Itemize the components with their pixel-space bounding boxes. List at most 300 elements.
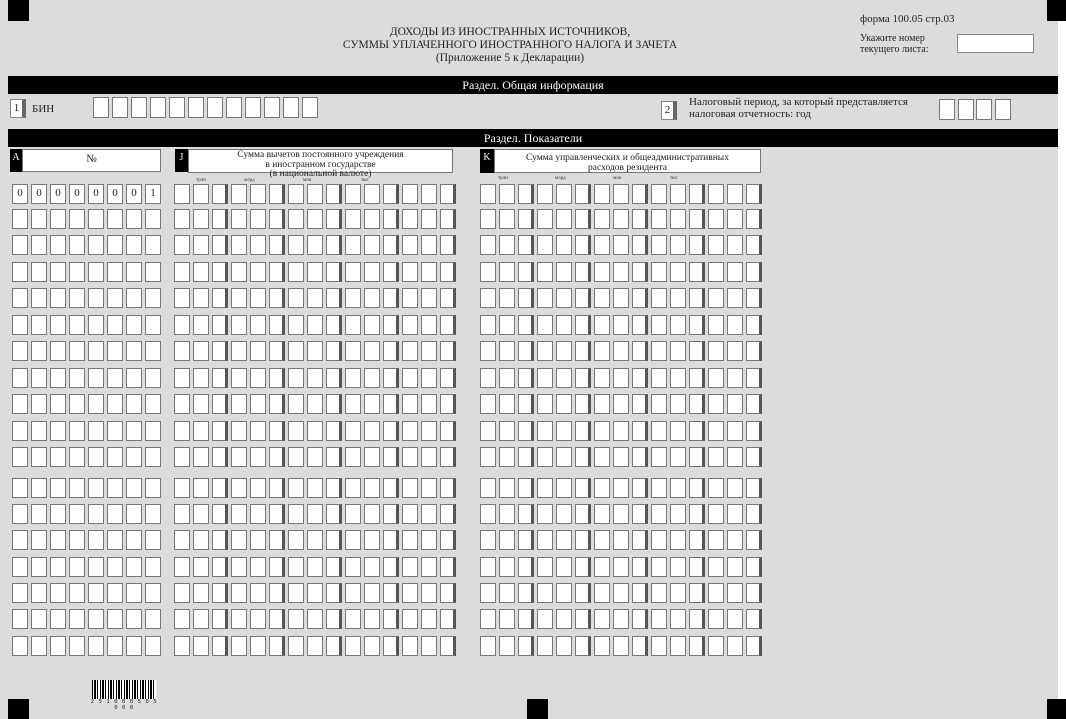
col-k-amount-cell[interactable] xyxy=(480,341,496,361)
col-k-amount-cell[interactable] xyxy=(594,235,610,255)
row-number-digit-cell[interactable] xyxy=(50,315,66,335)
col-k-amount-cell[interactable] xyxy=(518,609,534,629)
col-k-amount-cell[interactable] xyxy=(727,557,743,577)
row-number-digit-cell[interactable] xyxy=(50,504,66,524)
col-k-amount-cell[interactable] xyxy=(632,394,648,414)
row-number-digit-cell[interactable] xyxy=(12,368,28,388)
row-number-digit-cell[interactable] xyxy=(88,262,104,282)
col-k-amount-cell[interactable] xyxy=(727,184,743,204)
col-j-amount-cell[interactable] xyxy=(174,315,190,335)
col-k-amount-cell[interactable] xyxy=(499,288,515,308)
col-j-amount-cell[interactable] xyxy=(212,636,228,656)
col-k-amount-cell[interactable] xyxy=(499,447,515,467)
col-j-amount-cell[interactable] xyxy=(440,557,456,577)
col-j-amount-cell[interactable] xyxy=(269,557,285,577)
col-j-amount-cell[interactable] xyxy=(421,209,437,229)
row-number-digit-cell[interactable] xyxy=(145,478,161,498)
col-k-amount-cell[interactable] xyxy=(651,209,667,229)
col-k-amount-cell[interactable] xyxy=(708,184,724,204)
col-j-amount-cell[interactable] xyxy=(193,394,209,414)
col-j-amount-cell[interactable] xyxy=(364,394,380,414)
col-k-amount-cell[interactable] xyxy=(518,368,534,388)
col-j-amount-cell[interactable] xyxy=(193,288,209,308)
col-j-amount-cell[interactable] xyxy=(231,184,247,204)
col-k-amount-cell[interactable] xyxy=(537,530,553,550)
col-j-amount-cell[interactable] xyxy=(307,557,323,577)
col-k-amount-cell[interactable] xyxy=(518,262,534,282)
bin-digit-cell[interactable] xyxy=(93,97,109,118)
bin-digit-cell[interactable] xyxy=(131,97,147,118)
col-k-amount-cell[interactable] xyxy=(670,209,686,229)
col-j-amount-cell[interactable] xyxy=(193,636,209,656)
col-j-amount-cell[interactable] xyxy=(212,368,228,388)
col-j-amount-cell[interactable] xyxy=(174,557,190,577)
row-number-digit-cell[interactable] xyxy=(88,421,104,441)
row-number-digit-cell[interactable] xyxy=(12,636,28,656)
row-number-digit-cell[interactable] xyxy=(31,636,47,656)
col-k-amount-cell[interactable] xyxy=(746,583,762,603)
col-j-amount-cell[interactable] xyxy=(402,394,418,414)
col-k-amount-cell[interactable] xyxy=(651,583,667,603)
col-j-amount-cell[interactable] xyxy=(364,504,380,524)
col-j-amount-cell[interactable] xyxy=(231,530,247,550)
col-j-amount-cell[interactable] xyxy=(421,504,437,524)
col-j-amount-cell[interactable] xyxy=(212,209,228,229)
col-j-amount-cell[interactable] xyxy=(174,235,190,255)
col-k-amount-cell[interactable] xyxy=(689,288,705,308)
row-number-digit-cell[interactable] xyxy=(88,447,104,467)
col-k-amount-cell[interactable] xyxy=(537,504,553,524)
col-j-amount-cell[interactable] xyxy=(421,421,437,441)
row-number-digit-cell[interactable] xyxy=(50,636,66,656)
col-j-amount-cell[interactable] xyxy=(288,262,304,282)
col-j-amount-cell[interactable] xyxy=(307,315,323,335)
col-j-amount-cell[interactable] xyxy=(288,184,304,204)
col-j-amount-cell[interactable] xyxy=(212,184,228,204)
col-j-amount-cell[interactable] xyxy=(288,235,304,255)
col-j-amount-cell[interactable] xyxy=(421,636,437,656)
row-number-digit-cell[interactable] xyxy=(88,636,104,656)
col-j-amount-cell[interactable] xyxy=(364,447,380,467)
col-j-amount-cell[interactable] xyxy=(402,583,418,603)
col-j-amount-cell[interactable] xyxy=(288,609,304,629)
row-number-digit-cell[interactable]: 0 xyxy=(69,184,85,204)
col-k-amount-cell[interactable] xyxy=(594,288,610,308)
row-number-digit-cell[interactable] xyxy=(50,288,66,308)
col-j-amount-cell[interactable] xyxy=(421,557,437,577)
col-k-amount-cell[interactable] xyxy=(575,447,591,467)
col-j-amount-cell[interactable] xyxy=(212,315,228,335)
col-k-amount-cell[interactable] xyxy=(518,394,534,414)
col-j-amount-cell[interactable] xyxy=(174,341,190,361)
col-j-amount-cell[interactable] xyxy=(421,262,437,282)
row-number-digit-cell[interactable] xyxy=(50,447,66,467)
col-k-amount-cell[interactable] xyxy=(518,421,534,441)
col-k-amount-cell[interactable] xyxy=(499,583,515,603)
col-k-amount-cell[interactable] xyxy=(499,478,515,498)
bin-digit-cell[interactable] xyxy=(245,97,261,118)
col-k-amount-cell[interactable] xyxy=(518,315,534,335)
col-j-amount-cell[interactable] xyxy=(440,288,456,308)
col-k-amount-cell[interactable] xyxy=(499,609,515,629)
col-j-amount-cell[interactable] xyxy=(402,341,418,361)
col-j-amount-cell[interactable] xyxy=(345,315,361,335)
col-j-amount-cell[interactable] xyxy=(345,288,361,308)
col-j-amount-cell[interactable] xyxy=(212,341,228,361)
col-k-amount-cell[interactable] xyxy=(632,315,648,335)
col-k-amount-cell[interactable] xyxy=(651,636,667,656)
row-number-digit-cell[interactable] xyxy=(12,262,28,282)
col-j-amount-cell[interactable] xyxy=(288,341,304,361)
col-j-amount-cell[interactable] xyxy=(250,209,266,229)
col-k-amount-cell[interactable] xyxy=(594,530,610,550)
row-number-digit-cell[interactable] xyxy=(88,209,104,229)
col-k-amount-cell[interactable] xyxy=(708,504,724,524)
col-j-amount-cell[interactable] xyxy=(307,421,323,441)
col-j-amount-cell[interactable] xyxy=(326,209,342,229)
row-number-digit-cell[interactable] xyxy=(69,609,85,629)
col-k-amount-cell[interactable] xyxy=(670,315,686,335)
col-j-amount-cell[interactable] xyxy=(174,262,190,282)
col-k-amount-cell[interactable] xyxy=(499,394,515,414)
row-number-digit-cell[interactable] xyxy=(31,235,47,255)
row-number-digit-cell[interactable] xyxy=(107,504,123,524)
col-j-amount-cell[interactable] xyxy=(345,504,361,524)
row-number-digit-cell[interactable] xyxy=(69,341,85,361)
col-j-amount-cell[interactable] xyxy=(193,478,209,498)
row-number-digit-cell[interactable] xyxy=(12,504,28,524)
row-number-digit-cell[interactable] xyxy=(145,288,161,308)
row-number-digit-cell[interactable] xyxy=(69,209,85,229)
col-j-amount-cell[interactable] xyxy=(326,288,342,308)
col-k-amount-cell[interactable] xyxy=(708,609,724,629)
col-k-amount-cell[interactable] xyxy=(575,557,591,577)
col-j-amount-cell[interactable] xyxy=(250,368,266,388)
col-k-amount-cell[interactable] xyxy=(746,504,762,524)
col-j-amount-cell[interactable] xyxy=(231,557,247,577)
col-j-amount-cell[interactable] xyxy=(269,504,285,524)
col-j-amount-cell[interactable] xyxy=(269,394,285,414)
col-j-amount-cell[interactable] xyxy=(402,478,418,498)
row-number-digit-cell[interactable]: 0 xyxy=(107,184,123,204)
col-j-amount-cell[interactable] xyxy=(231,394,247,414)
col-j-amount-cell[interactable] xyxy=(402,368,418,388)
col-j-amount-cell[interactable] xyxy=(288,315,304,335)
col-k-amount-cell[interactable] xyxy=(708,447,724,467)
col-k-amount-cell[interactable] xyxy=(537,235,553,255)
col-j-amount-cell[interactable] xyxy=(364,583,380,603)
col-j-amount-cell[interactable] xyxy=(345,184,361,204)
col-j-amount-cell[interactable] xyxy=(288,421,304,441)
col-j-amount-cell[interactable] xyxy=(440,504,456,524)
col-j-amount-cell[interactable] xyxy=(326,478,342,498)
bin-digit-cell[interactable] xyxy=(283,97,299,118)
col-k-amount-cell[interactable] xyxy=(594,262,610,282)
row-number-digit-cell[interactable] xyxy=(126,315,142,335)
col-j-amount-cell[interactable] xyxy=(250,341,266,361)
col-k-amount-cell[interactable] xyxy=(594,368,610,388)
sheet-number-input[interactable] xyxy=(957,34,1034,53)
col-j-amount-cell[interactable] xyxy=(402,421,418,441)
row-number-digit-cell[interactable] xyxy=(88,315,104,335)
col-j-amount-cell[interactable] xyxy=(326,636,342,656)
col-j-amount-cell[interactable] xyxy=(269,262,285,282)
col-k-amount-cell[interactable] xyxy=(746,368,762,388)
row-number-digit-cell[interactable] xyxy=(50,368,66,388)
col-k-amount-cell[interactable] xyxy=(480,262,496,282)
row-number-digit-cell[interactable] xyxy=(31,583,47,603)
col-j-amount-cell[interactable] xyxy=(212,288,228,308)
col-k-amount-cell[interactable] xyxy=(537,315,553,335)
col-j-amount-cell[interactable] xyxy=(345,394,361,414)
row-number-digit-cell[interactable] xyxy=(126,209,142,229)
row-number-digit-cell[interactable] xyxy=(107,609,123,629)
row-number-digit-cell[interactable] xyxy=(88,235,104,255)
row-number-digit-cell[interactable] xyxy=(88,368,104,388)
col-k-amount-cell[interactable] xyxy=(727,394,743,414)
row-number-digit-cell[interactable] xyxy=(145,636,161,656)
col-k-amount-cell[interactable] xyxy=(556,394,572,414)
col-j-amount-cell[interactable] xyxy=(440,262,456,282)
col-k-amount-cell[interactable] xyxy=(594,609,610,629)
col-j-amount-cell[interactable] xyxy=(231,209,247,229)
col-k-amount-cell[interactable] xyxy=(689,209,705,229)
col-j-amount-cell[interactable] xyxy=(193,315,209,335)
row-number-digit-cell[interactable] xyxy=(145,504,161,524)
col-j-amount-cell[interactable] xyxy=(440,447,456,467)
row-number-digit-cell[interactable] xyxy=(12,583,28,603)
col-k-amount-cell[interactable] xyxy=(518,235,534,255)
col-j-amount-cell[interactable] xyxy=(326,235,342,255)
col-k-amount-cell[interactable] xyxy=(499,530,515,550)
col-k-amount-cell[interactable] xyxy=(556,504,572,524)
row-number-digit-cell[interactable] xyxy=(107,262,123,282)
row-number-digit-cell[interactable] xyxy=(69,504,85,524)
row-number-digit-cell[interactable] xyxy=(88,288,104,308)
col-k-amount-cell[interactable] xyxy=(613,394,629,414)
col-k-amount-cell[interactable] xyxy=(727,368,743,388)
col-j-amount-cell[interactable] xyxy=(231,504,247,524)
col-k-amount-cell[interactable] xyxy=(651,262,667,282)
row-number-digit-cell[interactable] xyxy=(126,394,142,414)
col-k-amount-cell[interactable] xyxy=(518,557,534,577)
col-k-amount-cell[interactable] xyxy=(499,421,515,441)
col-k-amount-cell[interactable] xyxy=(689,583,705,603)
col-j-amount-cell[interactable] xyxy=(326,447,342,467)
row-number-digit-cell[interactable] xyxy=(88,478,104,498)
row-number-digit-cell[interactable]: 0 xyxy=(50,184,66,204)
col-k-amount-cell[interactable] xyxy=(613,184,629,204)
bin-digit-cell[interactable] xyxy=(264,97,280,118)
col-j-amount-cell[interactable] xyxy=(174,530,190,550)
col-j-amount-cell[interactable] xyxy=(402,636,418,656)
row-number-digit-cell[interactable] xyxy=(50,262,66,282)
col-k-amount-cell[interactable] xyxy=(727,636,743,656)
col-j-amount-cell[interactable] xyxy=(212,609,228,629)
row-number-digit-cell[interactable] xyxy=(107,394,123,414)
col-k-amount-cell[interactable] xyxy=(651,368,667,388)
col-k-amount-cell[interactable] xyxy=(746,447,762,467)
col-j-amount-cell[interactable] xyxy=(250,504,266,524)
col-j-amount-cell[interactable] xyxy=(383,262,399,282)
col-j-amount-cell[interactable] xyxy=(231,421,247,441)
col-k-amount-cell[interactable] xyxy=(594,315,610,335)
col-j-amount-cell[interactable] xyxy=(440,368,456,388)
row-number-digit-cell[interactable] xyxy=(31,209,47,229)
row-number-digit-cell[interactable] xyxy=(145,530,161,550)
col-k-amount-cell[interactable] xyxy=(613,421,629,441)
col-j-amount-cell[interactable] xyxy=(307,368,323,388)
col-j-amount-cell[interactable] xyxy=(421,394,437,414)
row-number-digit-cell[interactable] xyxy=(88,557,104,577)
tax-year-digit-cell[interactable] xyxy=(939,99,955,120)
col-j-amount-cell[interactable] xyxy=(440,421,456,441)
col-k-amount-cell[interactable] xyxy=(746,394,762,414)
col-k-amount-cell[interactable] xyxy=(632,235,648,255)
col-k-amount-cell[interactable] xyxy=(575,341,591,361)
col-j-amount-cell[interactable] xyxy=(269,209,285,229)
col-k-amount-cell[interactable] xyxy=(575,636,591,656)
col-j-amount-cell[interactable] xyxy=(193,341,209,361)
row-number-digit-cell[interactable] xyxy=(69,530,85,550)
col-j-amount-cell[interactable] xyxy=(345,557,361,577)
col-k-amount-cell[interactable] xyxy=(670,262,686,282)
col-j-amount-cell[interactable] xyxy=(307,504,323,524)
col-j-amount-cell[interactable] xyxy=(250,583,266,603)
col-k-amount-cell[interactable] xyxy=(689,368,705,388)
col-k-amount-cell[interactable] xyxy=(746,235,762,255)
bin-digit-cell[interactable] xyxy=(207,97,223,118)
col-j-amount-cell[interactable] xyxy=(231,478,247,498)
col-k-amount-cell[interactable] xyxy=(727,530,743,550)
col-k-amount-cell[interactable] xyxy=(499,557,515,577)
col-k-amount-cell[interactable] xyxy=(499,368,515,388)
col-k-amount-cell[interactable] xyxy=(670,583,686,603)
row-number-digit-cell[interactable] xyxy=(107,478,123,498)
col-k-amount-cell[interactable] xyxy=(670,609,686,629)
col-j-amount-cell[interactable] xyxy=(250,288,266,308)
col-k-amount-cell[interactable] xyxy=(670,184,686,204)
col-j-amount-cell[interactable] xyxy=(174,478,190,498)
col-j-amount-cell[interactable] xyxy=(212,478,228,498)
row-number-digit-cell[interactable] xyxy=(126,530,142,550)
col-k-amount-cell[interactable] xyxy=(594,583,610,603)
col-k-amount-cell[interactable] xyxy=(480,209,496,229)
col-k-amount-cell[interactable] xyxy=(480,504,496,524)
col-k-amount-cell[interactable] xyxy=(689,262,705,282)
col-k-amount-cell[interactable] xyxy=(575,209,591,229)
col-k-amount-cell[interactable] xyxy=(708,421,724,441)
col-j-amount-cell[interactable] xyxy=(193,583,209,603)
col-j-amount-cell[interactable] xyxy=(174,447,190,467)
col-k-amount-cell[interactable] xyxy=(632,288,648,308)
col-k-amount-cell[interactable] xyxy=(499,209,515,229)
col-k-amount-cell[interactable] xyxy=(537,341,553,361)
col-k-amount-cell[interactable] xyxy=(689,557,705,577)
col-k-amount-cell[interactable] xyxy=(575,478,591,498)
col-j-amount-cell[interactable] xyxy=(250,530,266,550)
col-j-amount-cell[interactable] xyxy=(364,557,380,577)
col-j-amount-cell[interactable] xyxy=(364,478,380,498)
col-j-amount-cell[interactable] xyxy=(421,447,437,467)
row-number-digit-cell[interactable]: 0 xyxy=(31,184,47,204)
col-j-amount-cell[interactable] xyxy=(364,262,380,282)
col-j-amount-cell[interactable] xyxy=(250,557,266,577)
tax-year-digit-cell[interactable] xyxy=(995,99,1011,120)
col-j-amount-cell[interactable] xyxy=(174,504,190,524)
col-j-amount-cell[interactable] xyxy=(231,341,247,361)
col-j-amount-cell[interactable] xyxy=(307,530,323,550)
col-j-amount-cell[interactable] xyxy=(383,209,399,229)
row-number-digit-cell[interactable] xyxy=(145,341,161,361)
row-number-digit-cell[interactable] xyxy=(126,262,142,282)
col-k-amount-cell[interactable] xyxy=(632,478,648,498)
row-number-digit-cell[interactable] xyxy=(69,636,85,656)
col-j-amount-cell[interactable] xyxy=(250,184,266,204)
col-k-amount-cell[interactable] xyxy=(727,315,743,335)
row-number-digit-cell[interactable] xyxy=(12,609,28,629)
row-number-digit-cell[interactable] xyxy=(31,288,47,308)
col-k-amount-cell[interactable] xyxy=(537,636,553,656)
col-j-amount-cell[interactable] xyxy=(269,368,285,388)
col-j-amount-cell[interactable] xyxy=(402,184,418,204)
row-number-digit-cell[interactable] xyxy=(31,262,47,282)
col-k-amount-cell[interactable] xyxy=(556,609,572,629)
col-k-amount-cell[interactable] xyxy=(689,421,705,441)
row-number-digit-cell[interactable] xyxy=(126,288,142,308)
col-j-amount-cell[interactable] xyxy=(402,530,418,550)
col-j-amount-cell[interactable] xyxy=(193,184,209,204)
col-k-amount-cell[interactable] xyxy=(708,341,724,361)
col-k-amount-cell[interactable] xyxy=(575,421,591,441)
col-k-amount-cell[interactable] xyxy=(689,341,705,361)
col-j-amount-cell[interactable] xyxy=(402,288,418,308)
col-j-amount-cell[interactable] xyxy=(364,368,380,388)
row-number-digit-cell[interactable] xyxy=(145,421,161,441)
col-j-amount-cell[interactable] xyxy=(364,288,380,308)
col-k-amount-cell[interactable] xyxy=(689,636,705,656)
col-j-amount-cell[interactable] xyxy=(231,583,247,603)
row-number-digit-cell[interactable] xyxy=(126,235,142,255)
col-j-amount-cell[interactable] xyxy=(307,288,323,308)
col-j-amount-cell[interactable] xyxy=(288,288,304,308)
col-j-amount-cell[interactable] xyxy=(326,394,342,414)
col-k-amount-cell[interactable] xyxy=(670,478,686,498)
col-j-amount-cell[interactable] xyxy=(345,235,361,255)
col-j-amount-cell[interactable] xyxy=(326,262,342,282)
row-number-digit-cell[interactable] xyxy=(31,530,47,550)
col-k-amount-cell[interactable] xyxy=(480,288,496,308)
col-k-amount-cell[interactable] xyxy=(613,262,629,282)
col-j-amount-cell[interactable] xyxy=(364,209,380,229)
col-k-amount-cell[interactable] xyxy=(575,288,591,308)
col-j-amount-cell[interactable] xyxy=(326,504,342,524)
col-k-amount-cell[interactable] xyxy=(613,583,629,603)
col-j-amount-cell[interactable] xyxy=(345,530,361,550)
col-j-amount-cell[interactable] xyxy=(440,530,456,550)
col-k-amount-cell[interactable] xyxy=(651,394,667,414)
col-j-amount-cell[interactable] xyxy=(345,209,361,229)
tax-year-digit-cell[interactable] xyxy=(958,99,974,120)
col-k-amount-cell[interactable] xyxy=(613,557,629,577)
col-k-amount-cell[interactable] xyxy=(670,447,686,467)
row-number-digit-cell[interactable] xyxy=(31,447,47,467)
col-j-amount-cell[interactable] xyxy=(326,557,342,577)
row-number-digit-cell[interactable] xyxy=(126,504,142,524)
col-k-amount-cell[interactable] xyxy=(727,583,743,603)
row-number-digit-cell[interactable] xyxy=(31,394,47,414)
col-j-amount-cell[interactable] xyxy=(269,478,285,498)
